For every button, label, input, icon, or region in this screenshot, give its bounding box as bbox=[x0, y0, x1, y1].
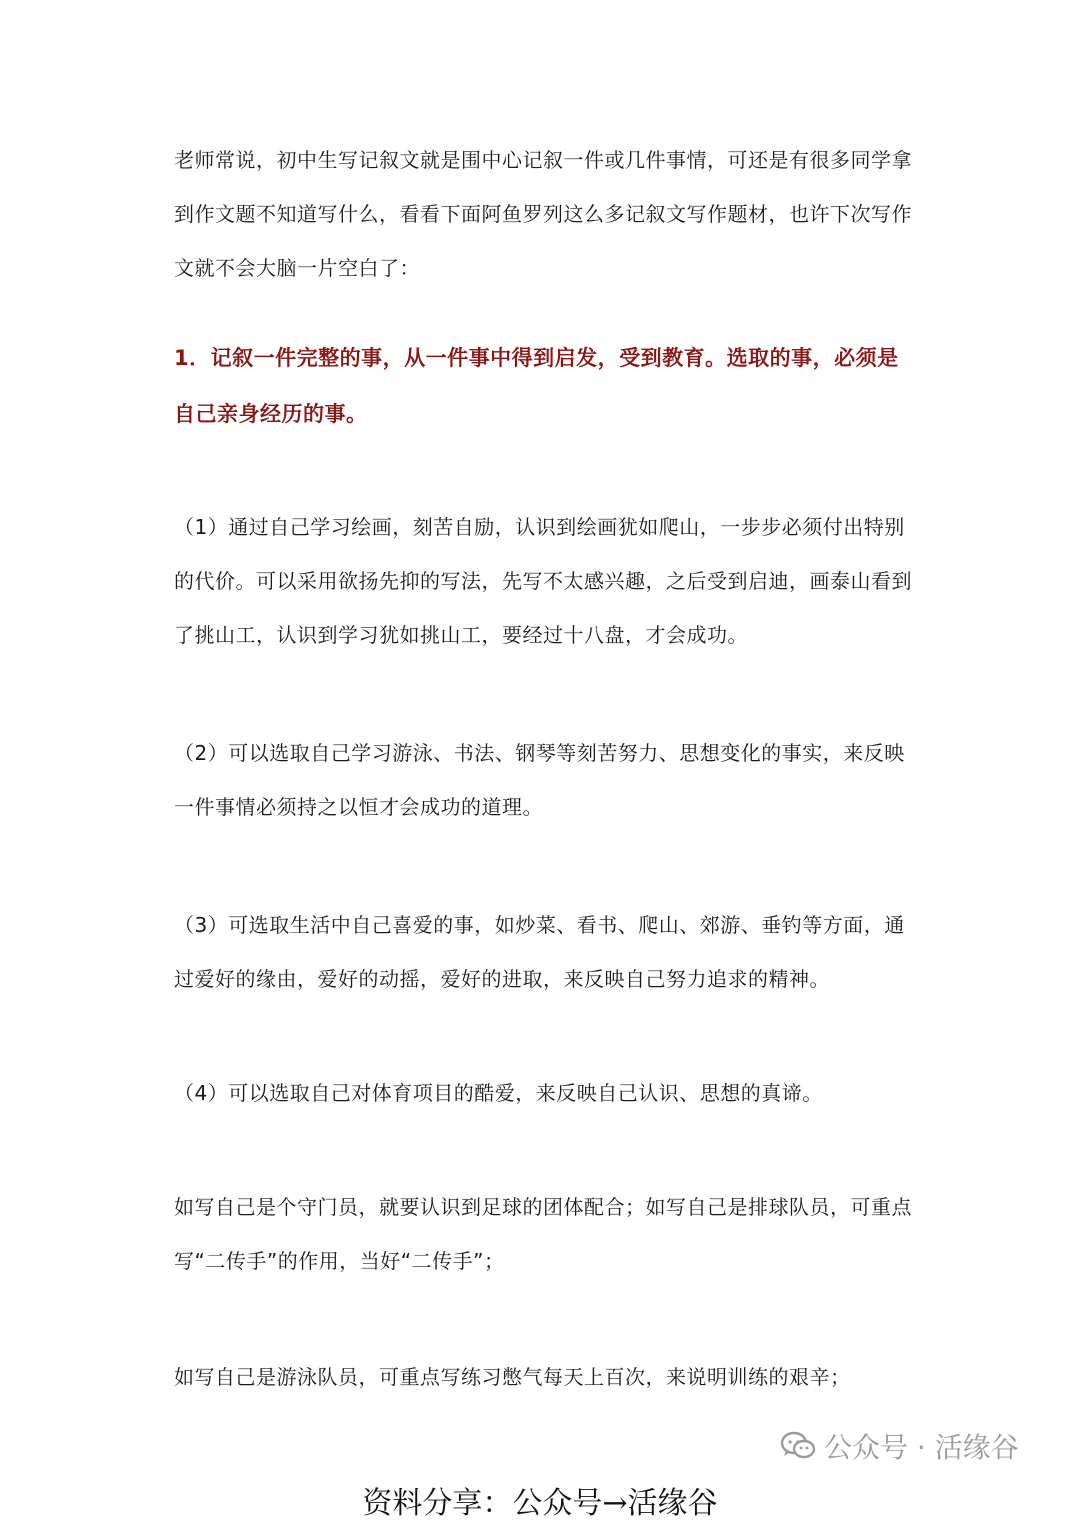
example-paragraph-2: 如写自己是游泳队员，可重点写练习憋气每天上百次，来说明训练的艰辛； bbox=[174, 1365, 851, 1389]
watermark-text: 公众号 · 活缘谷 bbox=[824, 1431, 1019, 1464]
list-item-4: （4）可以选取自己对体育项目的酷爱，来反映自己认识、思想的真谛。 bbox=[174, 1081, 823, 1105]
list-item-2: （2）可以选取自己学习游泳、书法、钢琴等刻苦努力、思想变化的事实，来反映一件事情必须持之以恒才会成功的道理。 bbox=[174, 741, 905, 819]
list-item-3: （3）可选取生活中自己喜爱的事，如炒菜、看书、爬山、郊游、垂钓等方面，通过爱好的缘由，爱好的动摇，爱好的进取，来反映自己努力追求的精神。 bbox=[174, 913, 905, 991]
wechat-logo-icon bbox=[780, 1431, 816, 1461]
intro-paragraph: 老师常说，初中生写记叙文就是围中心记叙一件或几件事情，可还是有很多同学拿到作文题不知道写什么，看看下面阿鱼罗列这么多记叙文写作题材，也许下次写作文就不会大脑一片空白了： bbox=[174, 148, 912, 280]
list-item-1: （1）通过自己学习绘画，刻苦自励，认识到绘画犹如爬山，一步步必须付出特别的代价。可以采用欲扬先抑的写法，先写不太感兴趣，之后受到启迪，画泰山看到了挑山工，认识到学习犹如挑山工，要经过十八盘，才会成功。 bbox=[174, 515, 912, 647]
watermark bbox=[780, 1426, 1019, 1466]
footer-share-text: 资料分享：公众号→活缘谷 bbox=[362, 1486, 718, 1521]
section-heading-1: 1．记叙一件完整的事，从一件事中得到启发，受到教育。选取的事，必须是自己亲身经历的事。 bbox=[174, 346, 899, 426]
example-paragraph-1: 如写自己是个守门员，就要认识到足球的团体配合；如写自己是排球队员，可重点写“二传手”的作用，当好“二传手”； bbox=[174, 1195, 912, 1273]
